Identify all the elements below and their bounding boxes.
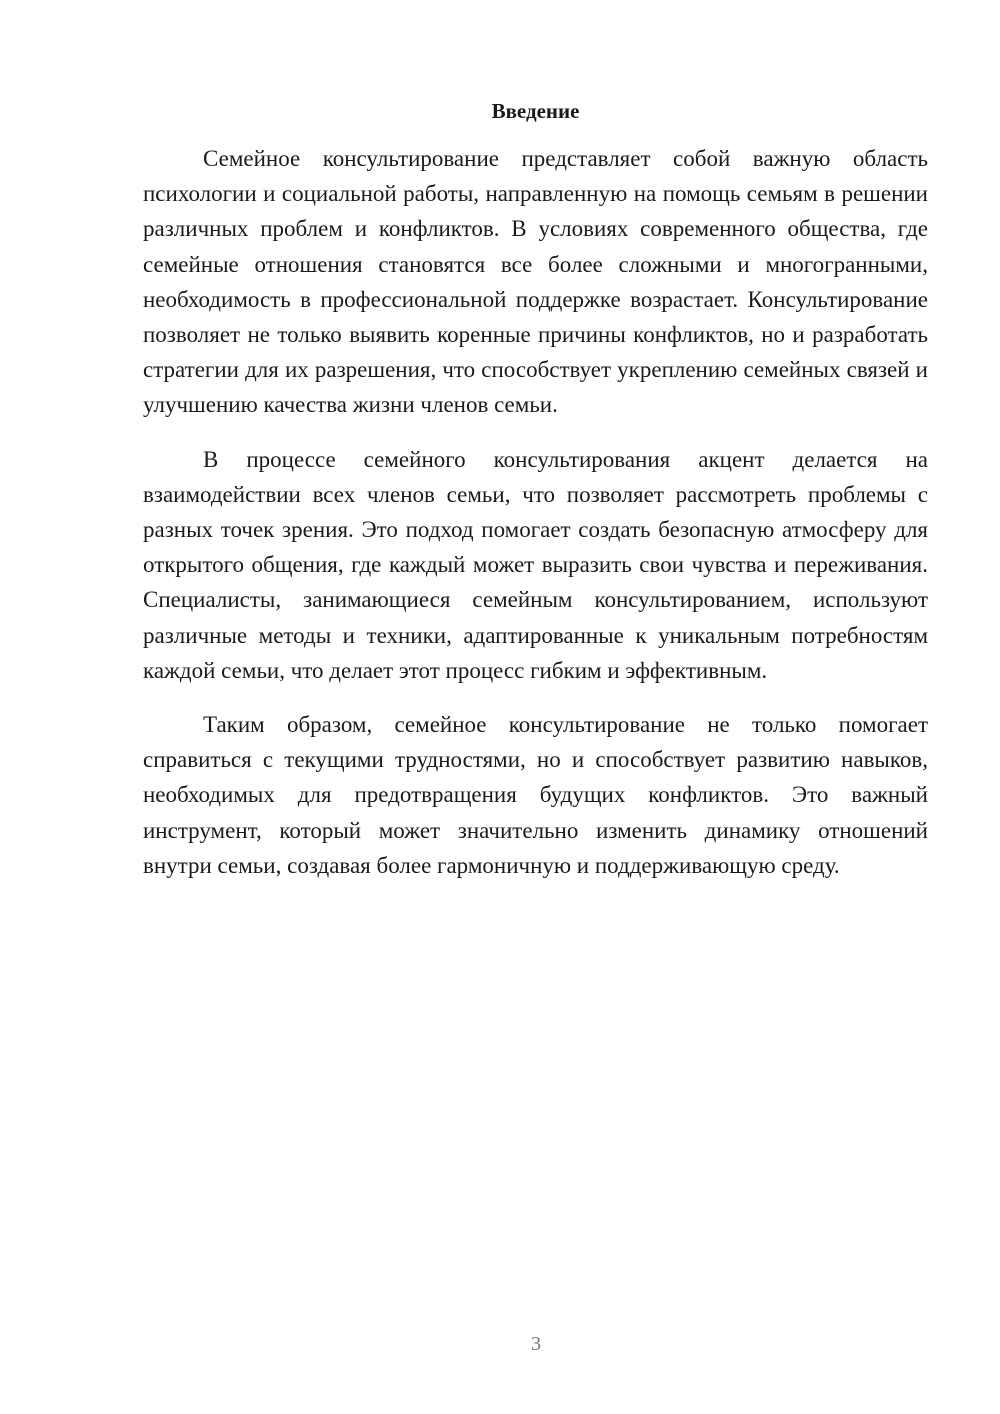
paragraph-1: Семейное консультирование представляет собой важную область психологии и социальной работы, направленную на помощь семьям в решении различных проблем и конфликтов. В условиях современного общества, где семейные отношения становятся все более сложными и многогранными, необходимость в профессиональной поддержке возрастает. Консультирование позволяет не только выявить коренные причины конфликтов, но и разработать стратегии для их разрешения, что способствует укреплению семейных связей и улучшению качества жизни членов семьи.	[143, 146, 928, 418]
page-content	[143, 96, 928, 883]
section-title: Введение	[491, 99, 580, 123]
paragraph-2: В процессе семейного консультирования акцент делается на взаимодействии всех членов семьи, что позволяет рассмотреть проблемы с разных точек зрения. Это подход помогает создать безопасную атмосферу для открытого общения, где каждый может выразить свои чувства и переживания. Специалисты, занимающиеся семейным консультированием, используют различные методы и техники, адаптированные к уникальным потребностям каждой семьи, что делает этот процесс гибким и эффективным.	[143, 446, 928, 683]
paragraph-3: Таким образом, семейное консультирование не только помогает справиться с текущими трудностями, но и способствует развитию навыков, необходимых для предотвращения будущих конфликтов. Это важный инструмент, который может значительно изменить динамику отношений внутри семьи, создавая более гармоничную и поддерживающую среду.	[143, 712, 928, 878]
page-number: 3	[531, 1333, 541, 1355]
